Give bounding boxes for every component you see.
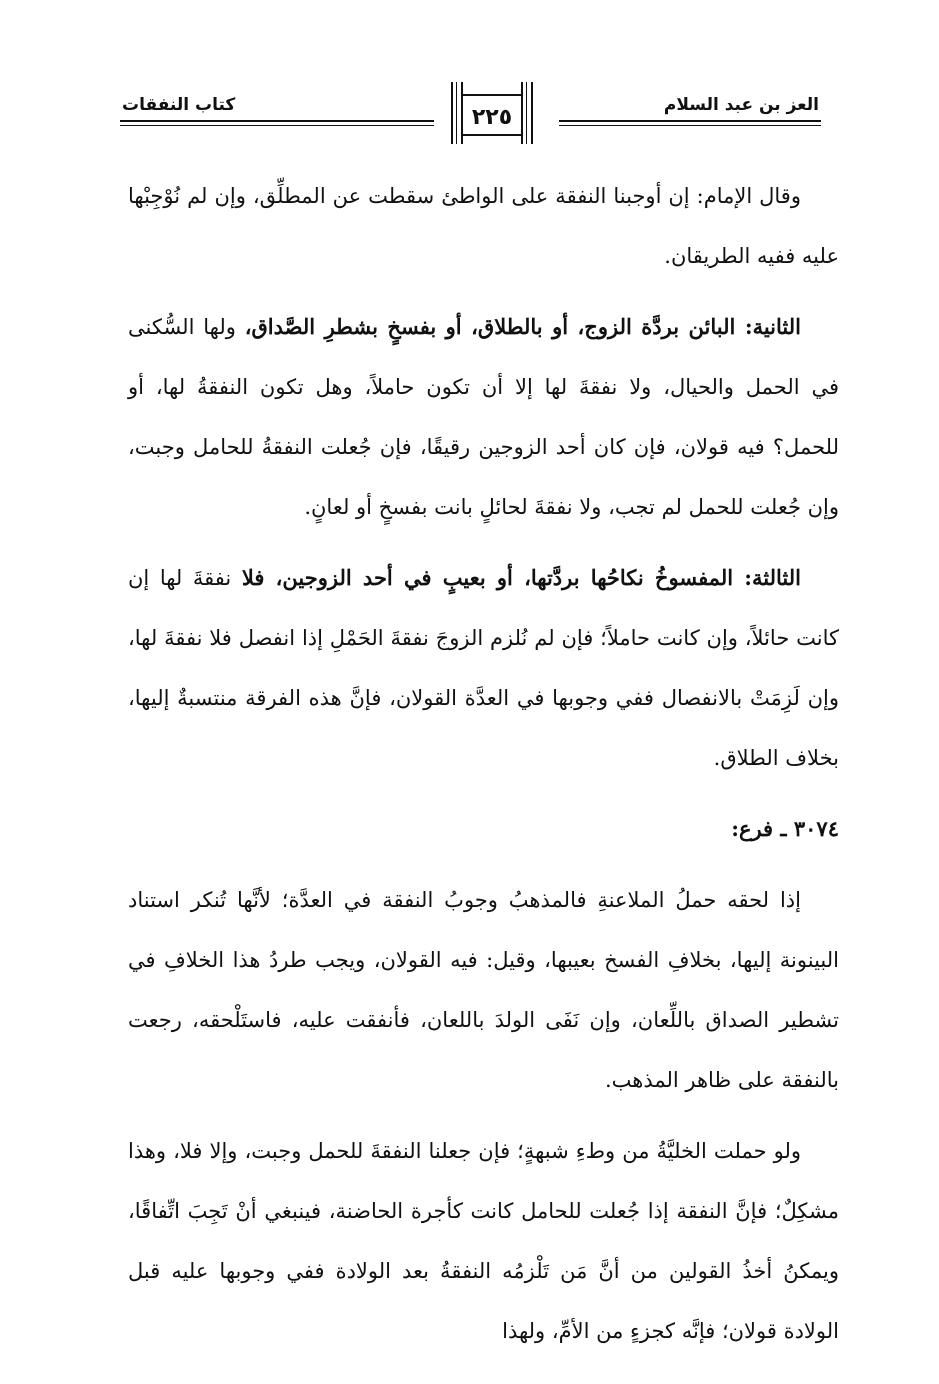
page-body <box>128 166 839 1372</box>
paragraph-lead: الثانية: البائن بردَّة الزوج، أو بالطلاق، أو بفسخٍ بشطرِ الصَّداق، <box>244 314 801 339</box>
branch-heading: ٣٠٧٤ ـ فرع: <box>731 816 839 841</box>
page-number-frame <box>451 82 533 144</box>
header-rule-right-thin <box>559 125 821 126</box>
header-section-title: كتاب النفقات <box>122 95 236 115</box>
frame-bar-left <box>451 82 463 144</box>
header-rule-left-thin <box>120 125 434 126</box>
paragraph-text: ولها السُّكنى في الحمل والحيال، ولا نفقةَ لها إلا أن تكون حاملاً، وهل تكون النفقةُ لها، أو للحمل؟ فيه قولان، فإن كان أحد الزوجين رقيقًا، فإن جُعلت النفقةُ للحامل وجبت، وإن جُعلت للحمل لم تجب، ولا نفقةَ لحائلٍ بانت بفسخٍ أو لعانٍ. <box>128 315 839 519</box>
frame-bar-right <box>521 82 533 144</box>
paragraph <box>128 548 839 788</box>
frame-line-bottom <box>463 134 521 136</box>
header-rule-left <box>120 120 434 122</box>
paragraph-text: وقال الإمام: إن أوجبنا النفقة على الواطئ سقطت عن المطلِّق، وإن لم نُوْجِبْها عليه ففيه الطريقان. <box>128 184 839 268</box>
header-rule-right <box>559 120 821 122</box>
page-number: ٢٢٥ <box>471 105 513 130</box>
paragraph-text: ولو حملت الخليَّةُ من وطءِ شبهةٍ؛ فإن جعلنا النفقةَ للحمل وجبت، وإلا فلا، وهذا مشكِلٌ؛ فإنَّ النفقة إذا جُعلت للحامل كانت كأجرة الحاضنة، فينبغي أنْ تَجِبَ اتِّفاقًا، ويمكنُ أخذُ القولين من أنَّ مَن تَلْزمُه النفقةُ بعد الولادة ففي وجوبها عليه قبل الولادة قولان؛ فإنَّه كجزءٍ من الأمِّ، ولهذا <box>128 1139 839 1343</box>
header-author: العز بن عبد السلام <box>663 95 819 115</box>
running-header <box>120 82 821 146</box>
frame-line-top <box>463 94 521 96</box>
paragraph-text: إذا لحقه حملُ الملاعنةِ فالمذهبُ وجوبُ النفقة في العدَّة؛ لأنَّها تُنكر استناد البينونة إليها، بخلافِ الفسخ بعيبها، وقيل: فيه القولان، ويجب طردُ هذا الخلافِ في تشطير الصداق باللِّعان، وإن نَفَى الولدَ باللعان، فأنفقت عليه، فاستَلْحقه، رجعت بالنفقة على ظاهر المذهب. <box>128 888 839 1092</box>
paragraph <box>128 297 839 537</box>
paragraph <box>128 166 839 286</box>
paragraph-lead: الثالثة: المفسوخُ نكاحُها بردَّتها، أو بعيبٍ في أحد الزوجين، فلا <box>241 565 801 590</box>
paragraph <box>128 870 839 1110</box>
paragraph-text: نفقةَ لها إن كانت حائلاً، وإن كانت حاملاً؛ فإن لم نُلزم الزوجَ نفقةَ الحَمْلِ إذا انفصل فلا نفقةَ لها، وإن لَزِمَتْ بالانفصال ففي وجوبها في العدَّة القولان، فإنَّ هذه الفرقة منتسبةٌ إليها، بخلاف الطلاق. <box>128 566 839 770</box>
paragraph <box>128 1121 839 1361</box>
